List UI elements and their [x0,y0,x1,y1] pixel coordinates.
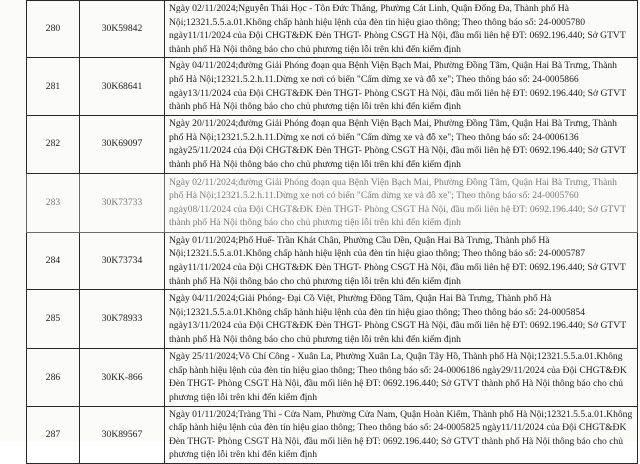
row-number: 282 [27,115,80,173]
violation-description: Ngày 20/11/2024;đường Giải Phóng đoạn qua Bệnh Viện Bạch Mai, Phường Đồng Tâm, Quận Hai Bà Trưng, Thành phố Hà Nội;12321.5.2.h.11.Dừng xe nơi có biển "Cấm dừng xe và đỗ xe"; Theo thông báo số: 24-0006136 ngày25/11/2024 của Đội CHGT&ĐK Đèn THGT- Phòng CSGT Hà Nội, đầu mối liên hệ ĐT: 0692.196.440; Sở GTVT thành phố Hà Nội thông báo cho chủ phương tiện lỗi trên khi đến kiểm định [165,115,638,173]
row-number: 283 [27,173,80,232]
row-number: 286 [27,349,80,406]
table-row [27,58,638,115]
row-number: 285 [27,290,80,349]
license-plate: 30K69097 [80,115,165,173]
row-number: 280 [27,1,80,58]
violation-description: Ngày 02/11/2024;Nguyễn Thái Học - Tôn Đức Thắng, Phường Cát Linh, Quận Đống Đa, Thành phố Hà Nội;12321.5.5.a.01.Không chấp hành hiệu lệnh của đèn tín hiệu giao thông; Theo thông báo số: 24-0005780 ngày11/11/2024 của Đội CHGT&ĐK Đèn THGT- Phòng CSGT Hà Nội, đầu mối liên hệ ĐT: 0692.196.440; Sở GTVT thành phố Hà Nội thông báo cho chủ phương tiện lỗi trên khi đến kiểm định [165,1,638,58]
license-plate: 30K78933 [80,290,165,349]
row-number: 284 [27,232,80,289]
table-row [27,115,638,173]
violation-description: Ngày 04/11/2024;Giải Phóng- Đại Cồ Việt, Phường Đồng Tâm, Quận Hai Bà Trưng, Thành phố Hà Nội;12321.5.5.a.01.Không chấp hành hiệu lệnh của đèn tín hiệu giao thông; Theo thông báo số: 24-0005854 ngày13/11/2024 của Đội CHGT&ĐK Đèn THGT- Phòng CSGT Hà Nội, đầu mối liên hệ ĐT: 0692.196.440; Sở GTVT thành phố Hà Nội thông báo cho chủ phương tiện lỗi trên khi đến kiểm định [165,290,638,349]
license-plate: 30KK-866 [80,349,165,406]
violations-table [26,0,638,464]
table-row [27,406,638,463]
license-plate: 30K68641 [80,58,165,115]
violation-description: Ngày 25/11/2024;Võ Chí Công - Xuân La, Phường Xuân La, Quận Tây Hồ, Thành phố Hà Nội;12321.5.5.a.01.Không chấp hành hiệu lệnh của đèn tín hiệu giao thông; Theo thông báo số: 24-0006186 ngày29/11/2024 của Đội CHGT&ĐK Đèn THGT- Phòng CSGT Hà Nội, đầu mối liên hệ ĐT: 0692.196.440; Sở GTVT thành phố Hà Nội thông báo cho chủ phương tiện lỗi trên khi đến kiểm định [165,349,638,406]
license-plate: 30K73733 [80,173,165,232]
violation-description: Ngày 02/11/2024;đường Giải Phóng đoạn qua Bệnh Viện Bạch Mai, Phường Đồng Tâm, Quận Hai Bà Trưng, Thành phố Hà Nội;12321.5.2.h.11.Dừng xe nơi có biển "Cấm dừng xe và đỗ xe"; Theo thông báo số: 24-0005760 ngày08/11/2024 của Đội CHGT&ĐK Đèn THGT- Phòng CSGT Hà Nội, đầu mối liên hệ ĐT: 0692.196.440; Sở GTVT thành phố Hà Nội thông báo cho chủ phương tiện lỗi trên khi đến kiểm định [165,173,638,232]
table-row [27,173,638,232]
row-number: 287 [27,406,80,463]
table-row [27,1,638,58]
license-plate: 30K89567 [80,406,165,463]
license-plate: 30K73734 [80,232,165,289]
table-row [27,349,638,406]
table-row [27,290,638,349]
violation-description: Ngày 04/11/2024;đường Giải Phóng đoạn qua Bệnh Viện Bạch Mai, Phường Đồng Tâm, Quận Hai Bà Trưng, Thành phố Hà Nội;12321.5.2.h.11.Dừng xe nơi có biển "Cấm dừng xe và đỗ xe"; Theo thông báo số: 24-0005866 ngày13/11/2024 của Đội CHGT&ĐK Đèn THGT- Phòng CSGT Hà Nội, đầu mối liên hệ ĐT: 0692.196.440; Sở GTVT thành phố Hà Nội thông báo cho chủ phương tiện lỗi trên khi đến kiểm định [165,58,638,115]
row-number: 281 [27,58,80,115]
license-plate: 30K59842 [80,1,165,58]
table-row [27,232,638,289]
violation-description: Ngày 01/11/2024;Tràng Thi - Cửa Nam, Phường Cửa Nam, Quận Hoàn Kiếm, Thành phố Hà Nội;12321.5.5.a.01.Không chấp hành hiệu lệnh của đèn tín hiệu giao thông; Theo thông báo số: 24-0005825 ngày11/11/2024 của Đội CHGT&ĐK Đèn THGT- Phòng CSGT Hà Nội, đầu mối liên hệ ĐT: 0692.196.440; Sở GTVT thành phố Hà Nội thông báo cho chủ phương tiện lỗi trên khi đến kiểm định [165,406,638,463]
violation-description: Ngày 01/11/2024;Phố Huế- Trần Khát Chân, Phường Cầu Dền, Quận Hai Bà Trưng, Thành phố Hà Nội;12321.5.5.a.01.Không chấp hành hiệu lệnh của đèn tín hiệu giao thông; Theo thông báo số: 24-0005787 ngày11/11/2024 của Đội CHGT&ĐK Đèn THGT- Phòng CSGT Hà Nội, đầu mối liên hệ ĐT: 0692.196.440; Sở GTVT thành phố Hà Nội thông báo cho chủ phương tiện lỗi trên khi đến kiểm định [165,232,638,289]
